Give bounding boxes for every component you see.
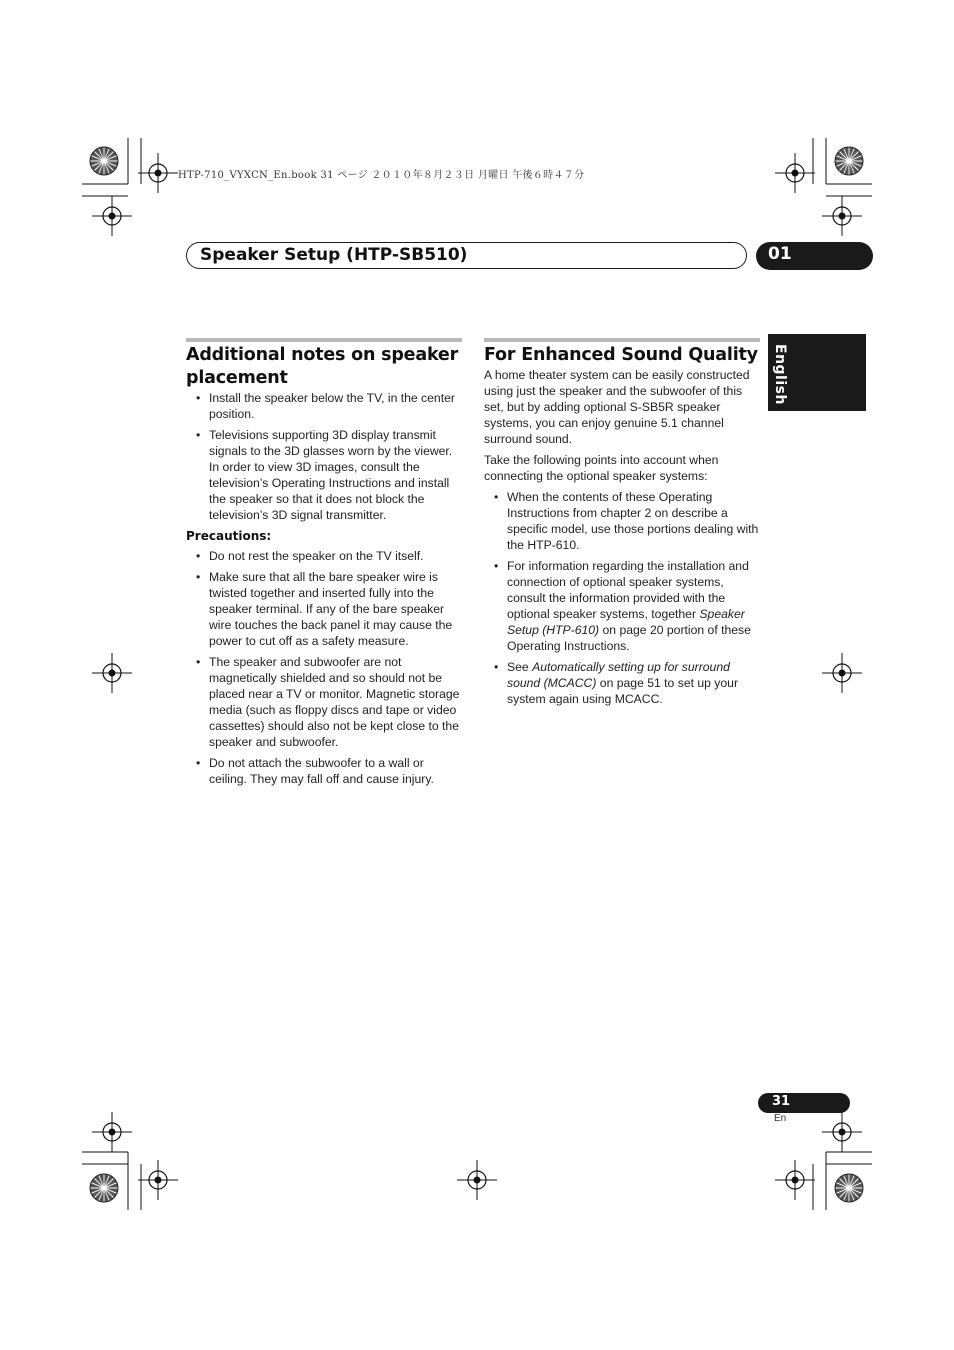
placement-notes-list — [186, 390, 462, 523]
page-number: 31 — [772, 1094, 791, 1109]
chapter-number: 01 — [768, 244, 792, 264]
registration-target-right — [822, 653, 862, 693]
section-heading-sound-quality: For Enhanced Sound Quality — [484, 345, 758, 365]
list-item: • The speaker and subwoofer are not magnetically shielded and so should not be placed near a TV or monitor. Magnetic storage media (such as floppy discs and tape or video cassettes) should also not be kept close to the speaker and subwoofer. — [186, 654, 462, 750]
list-item: • Televisions supporting 3D display transmit signals to the 3D glasses worn by the viewer. In order to view 3D images, consult the television’s Operating Instructions and install the speaker so that it does not block the television’s 3D signal transmitter. — [186, 427, 462, 523]
list-item: • Do not rest the speaker on the TV itself. — [186, 548, 462, 564]
registration-target-left — [92, 653, 132, 693]
section-rule — [484, 338, 760, 342]
cross-reference: Speaker Setup (HTP-610) — [507, 607, 745, 637]
list-item: • Install the speaker below the TV, in the center position. — [186, 390, 462, 422]
chapter-title: Speaker Setup (HTP-SB510) — [200, 245, 468, 265]
list-item: • Make sure that all the bare speaker wire is twisted together and inserted fully into the speaker terminal. If any of the bare speaker wire touches the back panel it may cause the power to cut off as a safety measure. — [186, 569, 462, 649]
precautions-list — [186, 548, 462, 787]
page-language: En — [774, 1113, 787, 1124]
language-side-tab — [768, 334, 866, 411]
list-item — [484, 558, 760, 654]
cross-reference: Automatically setting up for surround sound (MCACC) — [507, 660, 730, 690]
section-rule — [186, 338, 462, 342]
chapter-number-badge — [756, 242, 873, 270]
text-run: on page 51 to set up your system again using MCACC. — [507, 676, 739, 706]
text-run: on page 20 portion of these Operating Instructions. — [507, 623, 751, 653]
list-item — [484, 659, 760, 707]
crop-mark-bottom-right — [775, 1112, 872, 1210]
optional-speaker-points-list — [484, 489, 760, 707]
page-number-badge — [758, 1093, 850, 1113]
print-header: HTP-710_VYXCN_En.book 31 ページ ２０１０年８月２３日 月曜日 午後６時４７分 — [178, 170, 585, 181]
section-heading-placement: Additional notes on speaker placement — [186, 345, 459, 388]
paragraph: Take the following points into account when connecting the optional speaker systems: — [484, 453, 719, 483]
precautions-heading: Precautions: — [186, 529, 272, 543]
right-column — [484, 338, 760, 712]
language-tab-label: English — [772, 344, 788, 405]
crop-mark-top-right — [775, 138, 872, 236]
crop-mark-bottom-left — [82, 1112, 178, 1210]
list-item: • Do not attach the subwoofer to a wall or ceiling. They may fall off and cause injury. — [186, 755, 462, 787]
paragraph: A home theater system can be easily constructed using just the speaker and the subwoofer of this set, but by adding optional S-SB5R speaker systems, you can enjoy genuine 5.1 channel surround sound. — [484, 368, 750, 446]
registration-target-bottom-center — [457, 1160, 497, 1200]
text-run: See — [507, 660, 533, 674]
text-run: For information regarding the installation and connection of optional speaker systems, consult the information provided with the optional speaker systems, together — [507, 559, 749, 621]
left-column — [186, 338, 462, 792]
chapter-header-bar — [186, 242, 747, 269]
list-item: • When the contents of these Operating Instructions from chapter 2 on describe a specific model, use those portions dealing with the HTP-610. — [484, 489, 760, 553]
crop-mark-top-left — [82, 138, 178, 236]
